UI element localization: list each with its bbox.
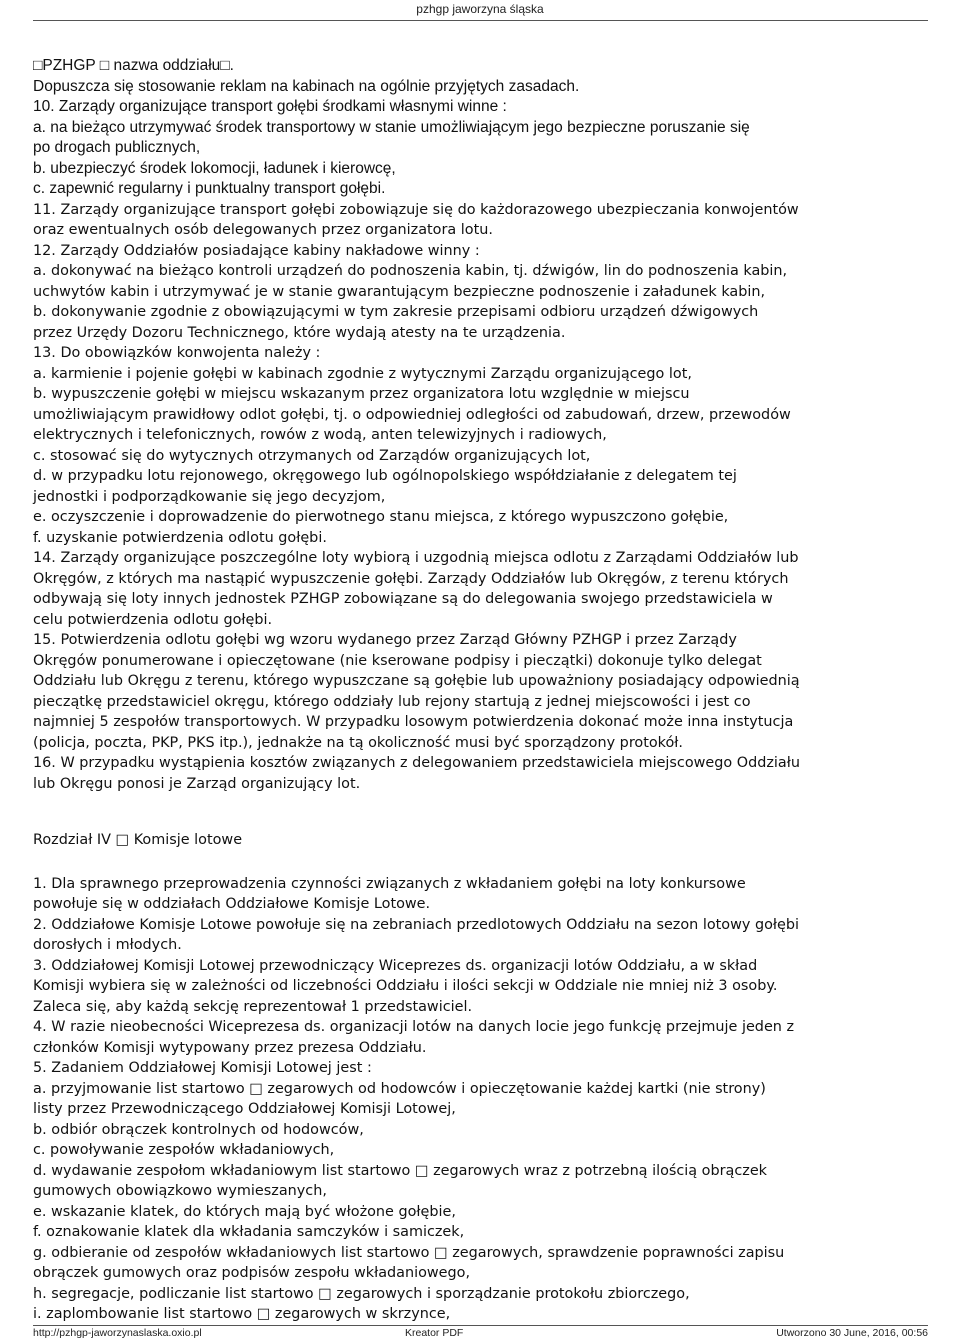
- text-line: uchwytów kabin i utrzymywać je w stanie gwarantującym bezpieczne podnoszenie i załadunek kabin,: [33, 283, 766, 300]
- text-line: □PZHGP □ nazwa oddziału□.: [33, 57, 234, 74]
- text-line: Komisji wybiera się w zależności od liczebności Oddziału i ilości sekcji w Oddziale nie mniej niż 3 osoby.: [33, 978, 778, 994]
- text-line: b. ubezpieczyć środek lokomocji, ładunek i kierowcę,: [33, 159, 396, 177]
- rules-part-1: [33, 56, 933, 794]
- section-heading: Rozdział IV □ Komisje lotowe: [33, 832, 243, 848]
- text-line: obrączek gumowych oraz podpisów zespołu wkładaniowego,: [33, 1265, 471, 1281]
- text-line: celu potwierdzenia odlotu gołębi.: [33, 611, 273, 628]
- text-line: i. zaplombowanie list startowo □ zegarowych w skrzynce,: [33, 1306, 451, 1322]
- text-line: najmniej 5 zespołów transportowych. W przypadku losowym potwierdzenia dokonać może inna instytucja: [33, 714, 794, 730]
- text-line: odbywają się loty innych jednostek PZHGP zobowiązane są do delegowania swojego przedstawiciela w: [33, 591, 773, 607]
- text-line: 14. Zarządy organizujące poszczególne loty wybiorą i uzgodnią miejsca odlotu z Zarządami Oddziałów lub: [33, 550, 799, 566]
- text-line: a. dokonywać na bieżąco kontroli urządzeń do podnoszenia kabin, tj. dźwigów, lin do podnoszenia kabin,: [33, 263, 788, 279]
- text-line: a. na bieżąco utrzymywać środek transportowy w stanie umożliwiającym jego bezpieczne poruszanie się: [33, 118, 750, 136]
- text-line: 16. W przypadku wystąpienia kosztów związanych z delegowaniem przedstawiciela miejscowego Oddziału: [33, 755, 800, 771]
- page-footer: [33, 1327, 928, 1341]
- text-line: 3. Oddziałowej Komisji Lotowej przewodniczący Wiceprezes ds. organizacji lotów Oddziału, a w skład: [33, 957, 758, 974]
- text-line: b. odbiór obrączek kontrolnych od hodowców,: [33, 1121, 364, 1138]
- text-line: 2. Oddziałowe Komisje Lotowe powołuje się na zebraniach przedlotowych Oddziału na sezon lotowy gołębi: [33, 916, 799, 933]
- footer-created-date: Utworzono 30 June, 2016, 00:56: [776, 1327, 928, 1339]
- text-line: Dopuszcza się stosowanie reklam na kabinach na ogólnie przyjętych zasadach.: [33, 77, 580, 95]
- text-line: 1. Dla sprawnego przeprowadzenia czynności związanych z wkładaniem gołębi na loty konkursowe: [33, 875, 746, 892]
- text-line: g. odbieranie od zespołów wkładaniowych list startowo □ zegarowych, sprawdzenie poprawności zapisu: [33, 1244, 785, 1261]
- footer-creator: Kreator PDF: [405, 1327, 464, 1339]
- text-line: d. w przypadku lotu rejonowego, okręgowego lub ogólnopolskiego współdziałanie z delegatem tej: [33, 468, 737, 484]
- text-line: c. powoływanie zespołów wkładaniowych,: [33, 1142, 335, 1158]
- text-line: d. wydawanie zespołom wkładaniowym list startowo □ zegarowych wraz z potrzebną ilością obrączek: [33, 1162, 768, 1179]
- header-divider: [33, 20, 928, 21]
- text-line: c. zapewnić regularny i punktualny transport gołębi.: [33, 180, 386, 197]
- text-line: 4. W razie nieobecności Wiceprezesa ds. organizacji lotów na danych locie jego funkcję przejmuje jeden z: [33, 1019, 795, 1035]
- text-line: Oddziału lub Okręgu z terenu, którego wypuszczane są gołębie lub upoważniony posiadający odpowiednią: [33, 673, 800, 689]
- text-line: powołuje się w oddziałach Oddziałowe Komisje Lotowe.: [33, 896, 431, 912]
- section-spacer: [33, 794, 933, 830]
- text-line: c. stosować się do wytycznych otrzymanych od Zarządów organizujących lot,: [33, 447, 591, 464]
- text-line: f. oznakowanie klatek dla wkładania samczyków i samiczek,: [33, 1224, 465, 1240]
- text-line: umożliwiającym prawidłowy odlot gołębi, tj. o odpowiedniej odległości od zabudowań, drzew, przewodów: [33, 406, 791, 423]
- text-line: 15. Potwierdzenia odlotu gołębi wg wzoru wydanego przez Zarząd Główny PZHGP i przez Zarządy: [33, 632, 737, 648]
- text-line: członków Komisji wytypowany przez prezesa Oddziału.: [33, 1039, 427, 1056]
- text-line: oraz ewentualnych osób delegowanych przez organizatora lotu.: [33, 222, 493, 238]
- text-line: f. uzyskanie potwierdzenia odlotu gołębi.: [33, 529, 327, 546]
- footer-divider: [33, 1325, 928, 1326]
- text-line: (policja, poczta, PKP, PKS itp.), jednakże na tą okoliczność musi być sporządzony protokół.: [33, 734, 683, 751]
- text-line: a. karmienie i pojenie gołębi w kabinach zgodnie z wytycznymi Zarządu organizującego lot,: [33, 365, 692, 382]
- footer-url-link[interactable]: http://pzhgp-jaworzynaslaska.oxio.pl: [33, 1327, 202, 1339]
- text-line: e. oczyszczenie i doprowadzenie do pierwotnego stanu miejsca, z którego wypuszczono gołębie,: [33, 509, 729, 525]
- text-line: b. wypuszczenie gołębi w miejscu wskazanym przez organizatora lotu względnie w miejscu: [33, 386, 690, 402]
- text-line: pieczątkę przedstawiciel okręgu, którego oddziały lub rejony startują z jednej miejscowości i jest co: [33, 693, 751, 710]
- text-line: listy przez Przewodniczącego Oddziałowej Komisji Lotowej,: [33, 1101, 456, 1117]
- text-line: po drogach publicznych,: [33, 139, 201, 156]
- text-line: lub Okręgu ponosi je Zarząd organizujący lot.: [33, 775, 361, 792]
- text-line: b. dokonywanie zgodnie z obowiązującymi w tym zakresie przepisami odbioru urządzeń dźwigowych: [33, 304, 759, 320]
- text-line: dorosłych i młodych.: [33, 937, 182, 953]
- document-body: [33, 56, 933, 1325]
- page-header-title: pzhgp jaworzyna śląska: [416, 2, 544, 16]
- text-line: a. przyjmowanie list startowo □ zegarowych od hodowców i opieczętowanie każdej kartki (nie strony): [33, 1080, 766, 1097]
- text-line: przez Urzędy Dozoru Technicznego, które wydają atesty na te urządzenia.: [33, 324, 566, 341]
- text-line: Okręgów ponumerowane i opieczętowane (nie kserowane podpisy i pieczątki) dokonuje tylko delegat: [33, 652, 762, 669]
- text-line: 13. Do obowiązków konwojenta należy :: [33, 345, 321, 361]
- text-line: 12. Zarządy Oddziałów posiadające kabiny nakładowe winny :: [33, 242, 480, 259]
- text-line: Zaleca się, aby każdą sekcję reprezentował 1 przedstawiciel.: [33, 998, 473, 1015]
- rules-part-2: [33, 874, 933, 1325]
- text-line: e. wskazanie klatek, do których mają być włożone gołębie,: [33, 1203, 456, 1220]
- text-line: elektrycznych i telefonicznych, rowów z wodą, anten telewizyjnych i radiowych,: [33, 427, 607, 443]
- section-spacer-small: [33, 851, 933, 874]
- text-line: 5. Zadaniem Oddziałowej Komisji Lotowej jest :: [33, 1060, 372, 1076]
- text-line: 10. Zarządy organizujące transport gołębi środkami własnymi winne :: [33, 98, 507, 115]
- text-line: jednostki i podporządkowanie się jego decyzjom,: [33, 488, 386, 505]
- text-line: gumowych obowiązkowo wymieszanych,: [33, 1183, 327, 1199]
- text-line: h. segregacje, podliczanie list startowo □ zegarowych i sporządzanie protokołu zbiorczego,: [33, 1285, 690, 1302]
- text-line: Okręgów, z których ma nastąpić wypuszczenie gołębi. Zarządy Oddziałów lub Okręgów, z terenu których: [33, 570, 789, 587]
- text-line: 11. Zarządy organizujące transport gołębi zobowiązuje się do każdorazowego ubezpieczania konwojentów: [33, 201, 799, 218]
